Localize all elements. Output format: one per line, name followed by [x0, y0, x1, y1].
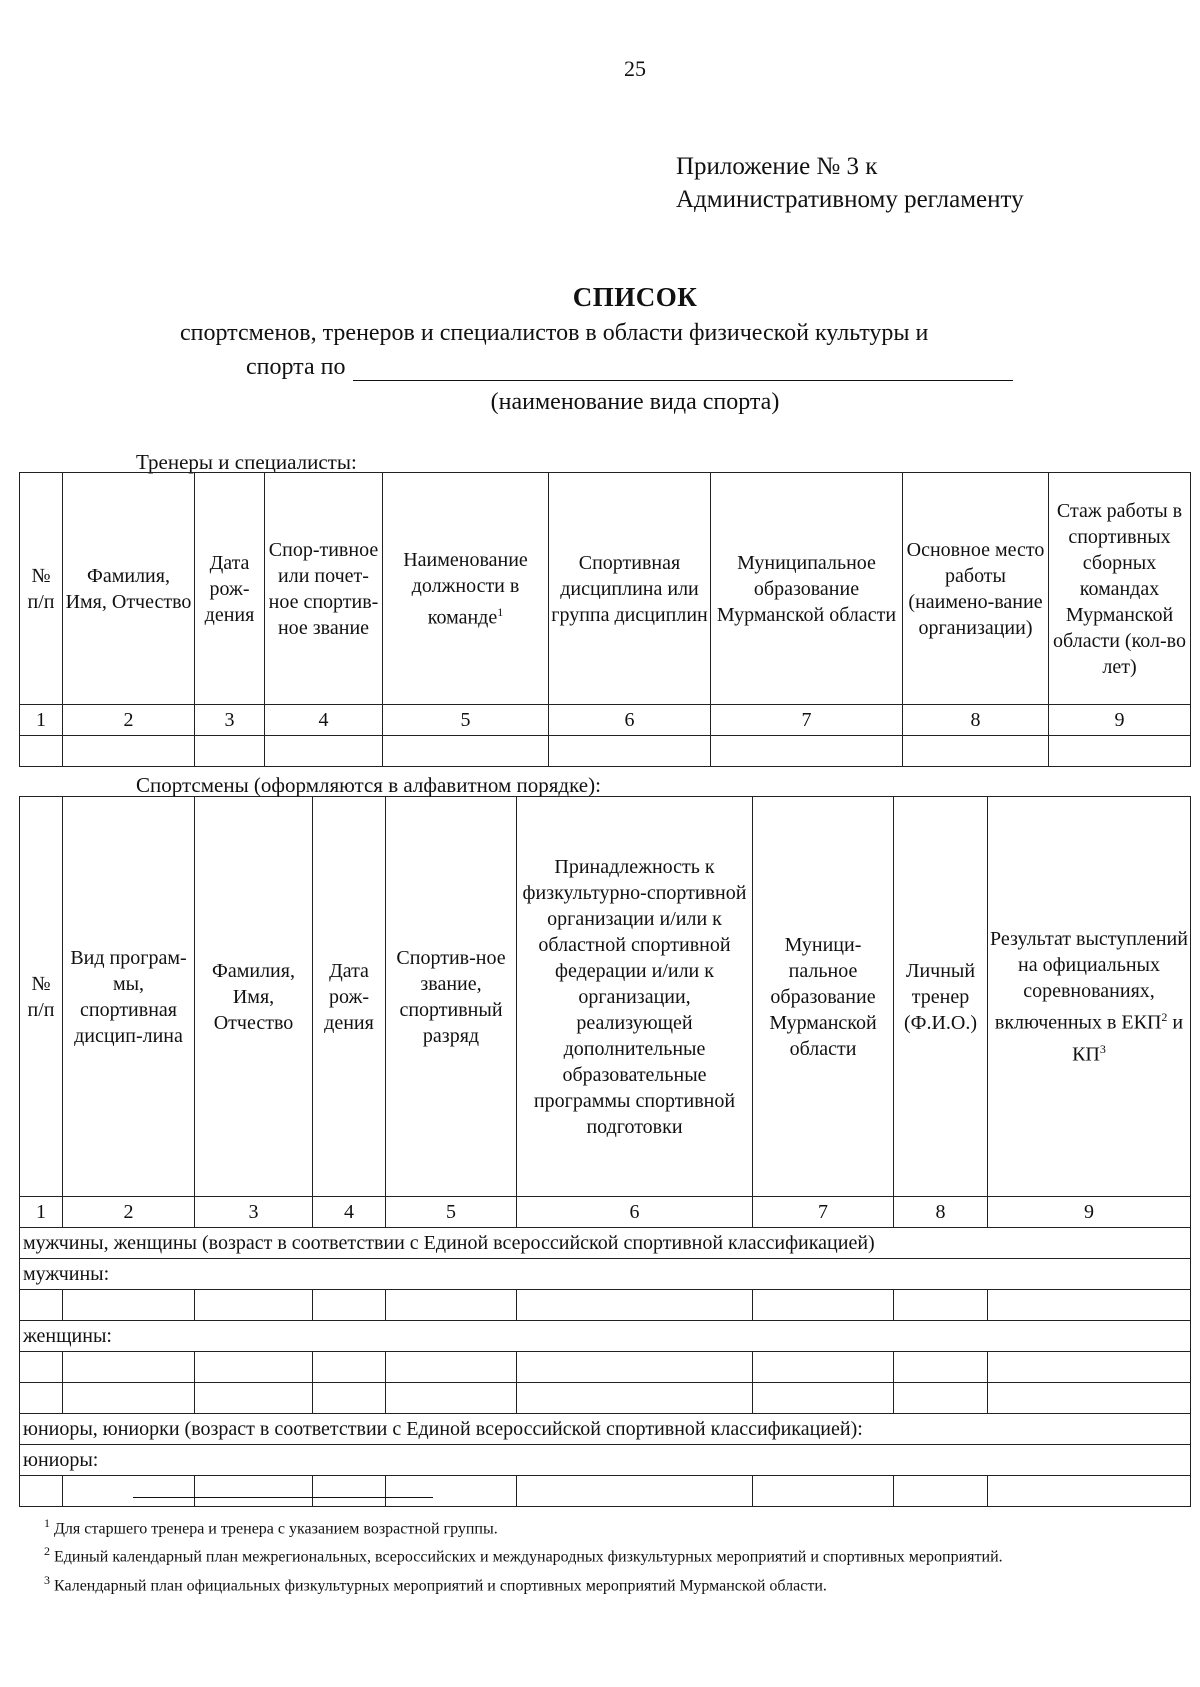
- footnote-ref-3: 3: [1099, 1041, 1106, 1056]
- col-header-title: Спор-тивное или почет-ное спортив-ное звание: [265, 473, 383, 705]
- category-row-juniors: [20, 1414, 1191, 1445]
- athletes-header-row: [20, 797, 1191, 1197]
- footnote-text: Единый календарный план межрегиональных, всероссийских и международных физкультурных мероприятий и спортивных мероприятий.: [54, 1548, 1003, 1566]
- empty-cell[interactable]: [517, 1352, 753, 1383]
- appendix-note: [676, 150, 1024, 216]
- coaches-table: [19, 472, 1191, 767]
- category-label: мужчины:: [20, 1259, 1191, 1290]
- col-header-full-name: Фамилия, Имя, Отчество: [63, 473, 195, 705]
- col-number: 1: [20, 1197, 63, 1228]
- empty-cell[interactable]: [753, 1290, 894, 1321]
- col-number: 3: [195, 705, 265, 736]
- footnote-3: [44, 1570, 1144, 1596]
- category-row-men: [20, 1259, 1191, 1290]
- empty-cell[interactable]: [753, 1352, 894, 1383]
- athletes-empty-row: [20, 1290, 1191, 1321]
- footnote-mark: 3: [44, 1572, 50, 1587]
- ekp-abbr: ЕКП: [1121, 1011, 1162, 1034]
- empty-cell[interactable]: [313, 1290, 386, 1321]
- col-number: 4: [265, 705, 383, 736]
- footnotes: [44, 1513, 1144, 1598]
- athletes-empty-row: [20, 1383, 1191, 1414]
- col-header-affiliation: Принадлежность к физкультурно-спортивной организации и/или к областной спортивной федерации и/или к организации, реализующей дополнительные образовательные программы спортивной подготовки: [517, 797, 753, 1197]
- footnote-text: Календарный план официальных физкультурных мероприятий и спортивных мероприятий Мурманской области.: [54, 1576, 827, 1594]
- appendix-line-2: Административному регламенту: [676, 186, 1024, 213]
- col-number: 2: [63, 1197, 195, 1228]
- col-number: 6: [549, 705, 711, 736]
- footnote-1: [44, 1513, 1144, 1539]
- empty-cell[interactable]: [988, 1476, 1191, 1507]
- empty-cell[interactable]: [20, 1352, 63, 1383]
- coaches-number-row: [20, 705, 1191, 736]
- col-number: 5: [383, 705, 549, 736]
- empty-cell[interactable]: [20, 1383, 63, 1414]
- col-number: 8: [903, 705, 1049, 736]
- empty-cell[interactable]: [383, 736, 549, 767]
- document-subtitle: спортсменов, тренеров и специалистов в области физической культуры и: [180, 320, 929, 346]
- col-header-rank: Спортив-ное звание, спортивный разряд: [386, 797, 517, 1197]
- col-header-position: [383, 473, 549, 705]
- athletes-section-label: Спортсмены (оформляются в алфавитном порядке):: [136, 773, 601, 797]
- empty-cell[interactable]: [20, 736, 63, 767]
- col-number: 5: [386, 1197, 517, 1228]
- empty-cell[interactable]: [313, 1476, 386, 1507]
- footnote-2: [44, 1541, 1144, 1567]
- sport-line-label: спорта по: [246, 354, 346, 380]
- col-header-discipline: Спортивная дисциплина или группа дисциплин: [549, 473, 711, 705]
- empty-cell[interactable]: [195, 736, 265, 767]
- sport-blank-field: [353, 358, 1013, 381]
- category-label: мужчины, женщины (возраст в соответствии с Единой всероссийской спортивной классификацией): [20, 1228, 1191, 1259]
- category-label: юниоры:: [20, 1445, 1191, 1476]
- category-row-women: [20, 1321, 1191, 1352]
- empty-cell[interactable]: [1049, 736, 1191, 767]
- empty-cell[interactable]: [386, 1476, 517, 1507]
- footnote-mark: 1: [44, 1516, 50, 1530]
- empty-cell[interactable]: [894, 1383, 988, 1414]
- coaches-header-row: [20, 473, 1191, 705]
- footnote-ref-2: 2: [1161, 1009, 1168, 1024]
- col-header-results-text: Результат выступлений на официальных соревнованиях, включенных в: [990, 927, 1188, 1034]
- col-header-municipality: Муници-пальное образование Мурманской области: [753, 797, 894, 1197]
- athletes-number-row: [20, 1197, 1191, 1228]
- empty-cell[interactable]: [903, 736, 1049, 767]
- empty-cell[interactable]: [894, 1290, 988, 1321]
- col-header-coach: Личный тренер (Ф.И.О.): [894, 797, 988, 1197]
- col-header-birth-date: Дата рож-дения: [195, 473, 265, 705]
- col-header-number: № п/п: [20, 797, 63, 1197]
- category-row-all: [20, 1228, 1191, 1259]
- empty-cell[interactable]: [894, 1352, 988, 1383]
- athletes-empty-row: [20, 1476, 1191, 1507]
- empty-cell[interactable]: [517, 1383, 753, 1414]
- kp-abbr: и КП: [1072, 1011, 1184, 1066]
- col-header-municipality: Муниципальное образование Мурманской области: [711, 473, 903, 705]
- empty-cell[interactable]: [63, 1290, 195, 1321]
- appendix-line-1: Приложение № 3 к: [676, 153, 878, 180]
- empty-cell[interactable]: [195, 1383, 313, 1414]
- athletes-empty-row: [20, 1352, 1191, 1383]
- sport-line: [246, 354, 1013, 381]
- document-title: СПИСОК: [572, 282, 698, 312]
- empty-cell[interactable]: [313, 1352, 386, 1383]
- col-header-position-text: Наименование должности в команде: [403, 548, 528, 629]
- col-header-program: Вид програм-мы, спортивная дисцип-лина: [63, 797, 195, 1197]
- empty-cell[interactable]: [20, 1476, 63, 1507]
- category-label: женщины:: [20, 1321, 1191, 1352]
- col-number: 3: [195, 1197, 313, 1228]
- category-row-juniors-men: [20, 1445, 1191, 1476]
- athletes-table: [19, 796, 1191, 1507]
- col-header-birth-date: Дата рож-дения: [313, 797, 386, 1197]
- col-number: 9: [1049, 705, 1191, 736]
- footnote-text: Для старшего тренера и тренера с указанием возрастной группы.: [54, 1520, 498, 1538]
- empty-cell[interactable]: [549, 736, 711, 767]
- empty-cell[interactable]: [20, 1290, 63, 1321]
- empty-cell[interactable]: [517, 1290, 753, 1321]
- empty-cell[interactable]: [517, 1476, 753, 1507]
- col-header-full-name: Фамилия, Имя, Отчество: [195, 797, 313, 1197]
- footnote-separator: [133, 1497, 433, 1498]
- empty-cell[interactable]: [265, 736, 383, 767]
- empty-cell[interactable]: [195, 1476, 313, 1507]
- col-number: 2: [63, 705, 195, 736]
- empty-cell[interactable]: [386, 1352, 517, 1383]
- empty-cell[interactable]: [195, 1352, 313, 1383]
- empty-cell[interactable]: [988, 1383, 1191, 1414]
- empty-cell[interactable]: [63, 736, 195, 767]
- empty-cell[interactable]: [711, 736, 903, 767]
- coaches-empty-row: [20, 736, 1191, 767]
- empty-cell[interactable]: [753, 1476, 894, 1507]
- col-header-experience: Стаж работы в спортивных сборных командах Мурманской области (кол-во лет): [1049, 473, 1191, 705]
- empty-cell[interactable]: [386, 1290, 517, 1321]
- empty-cell[interactable]: [894, 1476, 988, 1507]
- empty-cell[interactable]: [313, 1383, 386, 1414]
- col-number: 7: [711, 705, 903, 736]
- empty-cell[interactable]: [386, 1383, 517, 1414]
- col-number: 6: [517, 1197, 753, 1228]
- empty-cell[interactable]: [753, 1383, 894, 1414]
- coaches-section-label: Тренеры и специалисты:: [136, 450, 357, 474]
- empty-cell[interactable]: [988, 1290, 1191, 1321]
- empty-cell[interactable]: [63, 1476, 195, 1507]
- footnote-ref-1: 1: [497, 604, 504, 619]
- col-number: 8: [894, 1197, 988, 1228]
- empty-cell[interactable]: [63, 1383, 195, 1414]
- sport-caption: (наименование вида спорта): [490, 389, 780, 415]
- col-number: 7: [753, 1197, 894, 1228]
- col-header-workplace: Основное место работы (наимено-вание организации): [903, 473, 1049, 705]
- empty-cell[interactable]: [195, 1290, 313, 1321]
- page-number: 25: [624, 56, 646, 81]
- col-number: 1: [20, 705, 63, 736]
- empty-cell[interactable]: [988, 1352, 1191, 1383]
- col-header-number: № п/п: [20, 473, 63, 705]
- footnote-mark: 2: [44, 1544, 50, 1559]
- col-number: 4: [313, 1197, 386, 1228]
- col-number: 9: [988, 1197, 1191, 1228]
- col-header-results: [988, 797, 1191, 1197]
- category-label: юниоры, юниорки (возраст в соответствии с Единой всероссийской спортивной классификацией):: [20, 1414, 1191, 1445]
- empty-cell[interactable]: [63, 1352, 195, 1383]
